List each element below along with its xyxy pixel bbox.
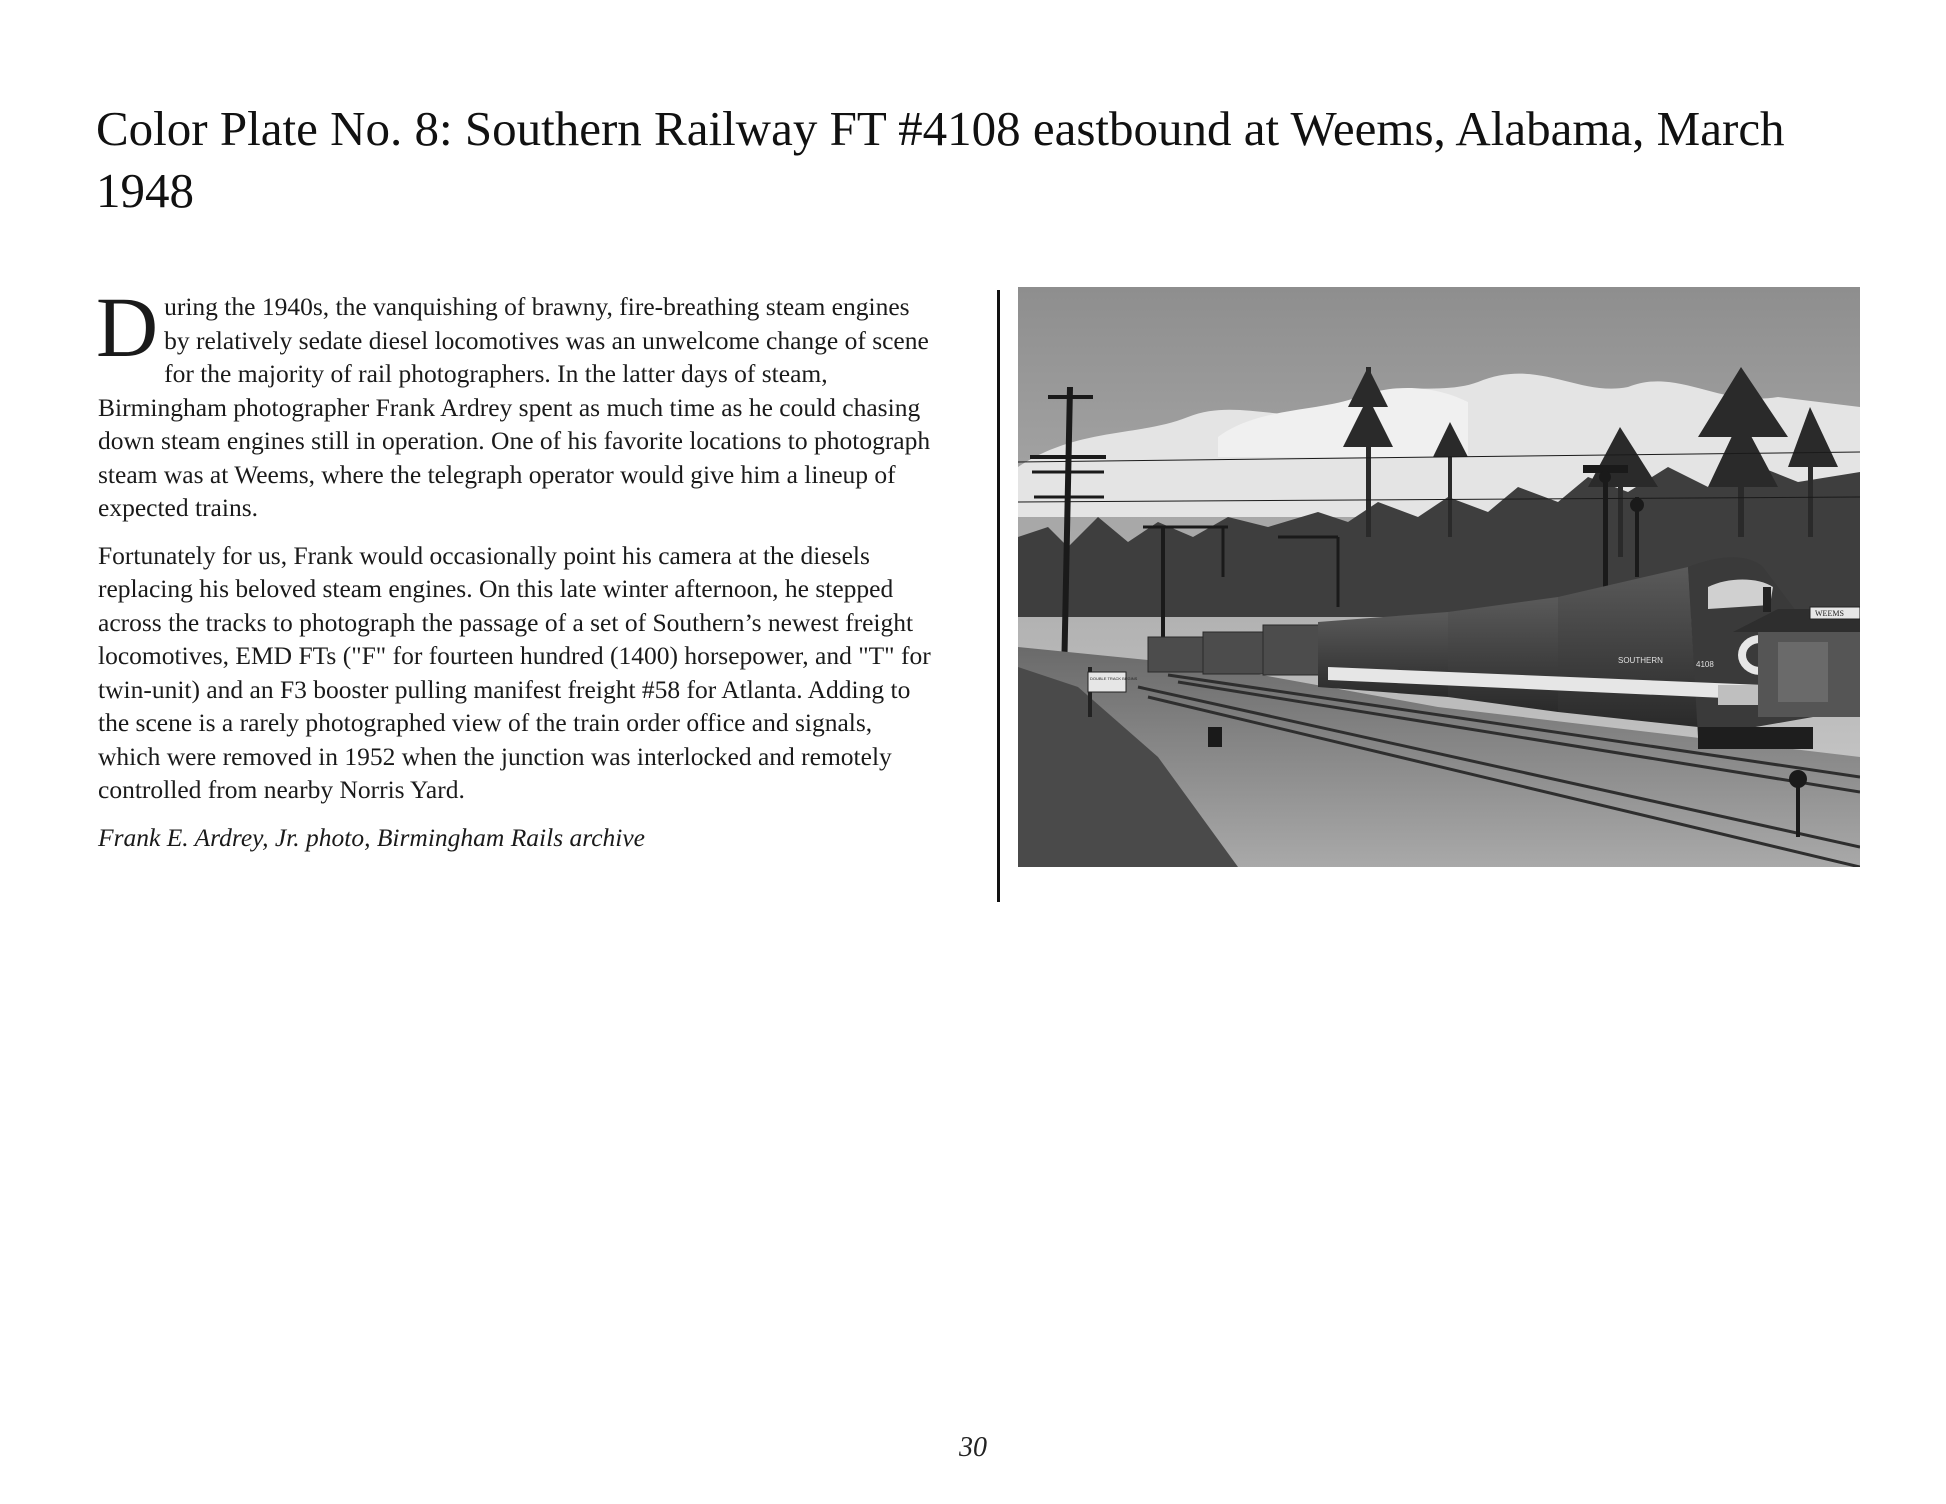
- loco-number: 4108: [1696, 660, 1714, 669]
- photo-credit: Frank E. Ardrey, Jr. photo, Birmingham Rails archive: [98, 822, 646, 852]
- paragraph-2: Fortunately for us, Frank would occasionally point his camera at the diesels replacing his beloved steam engines. On this late winter afternoon, he stepped across the tracks to photograph the passage of a set of Southern’s newest freight locomotives, EMD FTs ("F" for fourteen hundred (1400) horsepower, and "T" for twin-unit) and an F3 booster pulling manifest freight #58 for Atlanta. Adding to the scene is a rarely photographed view of the train order office and signals, which were removed in 1952 when the junction was interlocked and remotely controlled from nearby Norris Yard.: [98, 540, 931, 804]
- train-photo: [1018, 287, 1860, 867]
- page-number: 30: [959, 1432, 987, 1463]
- column-divider: [997, 290, 1000, 902]
- depot-sign: WEEMS: [1815, 609, 1844, 618]
- track-sign: DOUBLE TRACK BEGINS: [1090, 676, 1138, 681]
- drop-cap: D: [96, 279, 159, 375]
- plate-title: Color Plate No. 8: Southern Railway FT #4108 eastbound at Weems, Alabama, March 1948: [96, 101, 1785, 218]
- paragraph-1-text: uring the 1940s, the vanquishing of brawny, fire-breathing steam engines by relatively sedate diesel locomotives was an unwelcome change of scene for the majority of rail photographers. In the latter days of steam, Birmingham photographer Frank Ardrey spent as much time as he could chasing down steam engines still in operation. One of his favorite locations to photograph steam was at Weems, where the telegraph operator would give him a lineup of expected trains.: [98, 292, 931, 522]
- body-text: [96, 279, 934, 868]
- paragraph-1: [96, 279, 934, 525]
- loco-lettering: SOUTHERN: [1618, 656, 1663, 665]
